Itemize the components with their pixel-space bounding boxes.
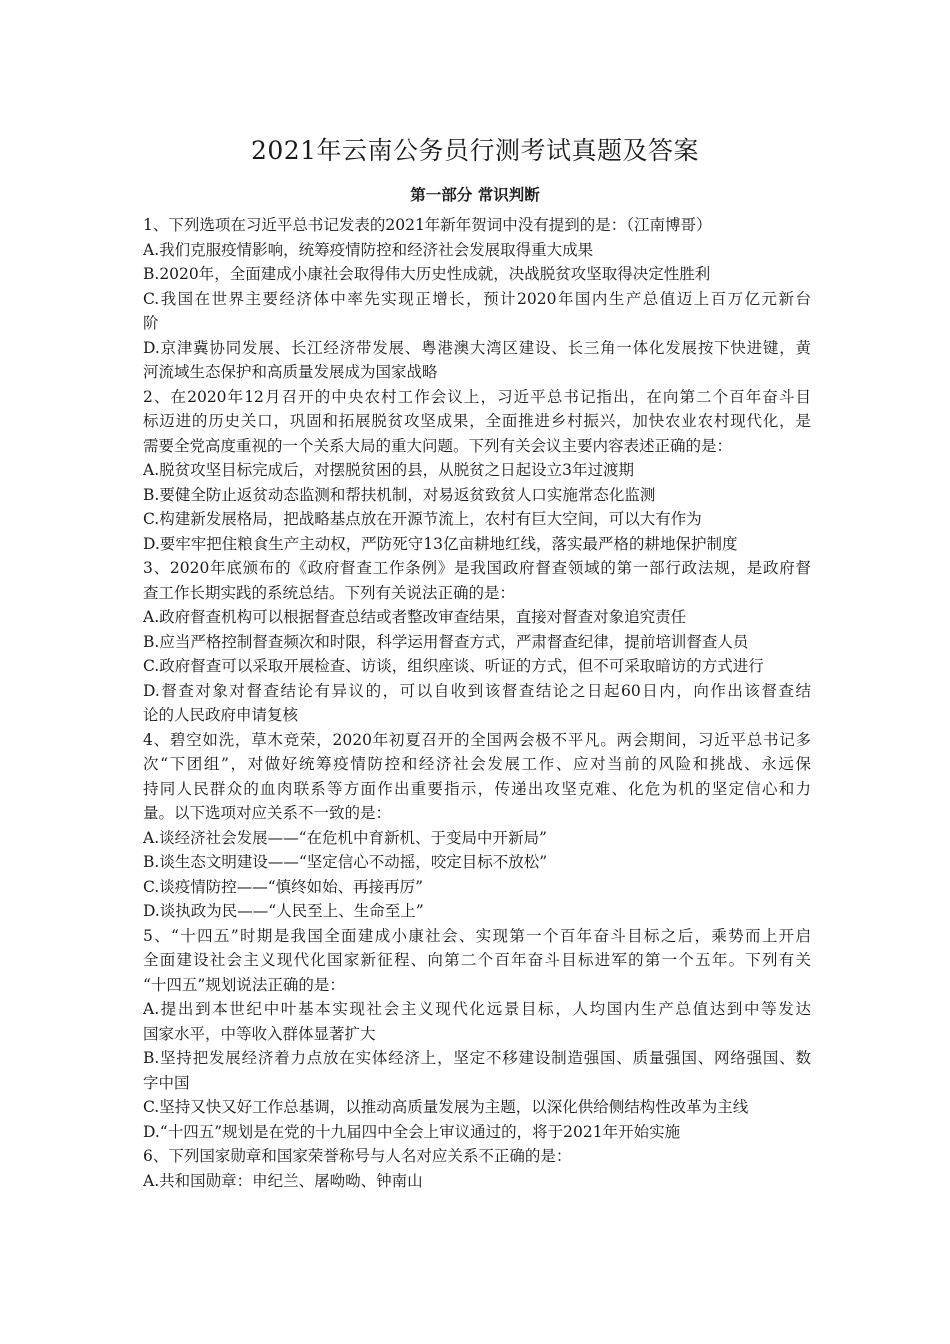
text-line: D.督查对象对督查结论有异议的，可以自收到该督查结论之日起60日内，向作出该督查结 [143,681,811,700]
text-line: D.要牢牢把住粮食生产主动权，严防死守13亿亩耕地红线，落实最严格的耕地保护制度 [143,534,738,553]
text-line: 持同人民群众的血肉联系等方面作出重要指示，传递出攻坚克难、化危为机的坚定信心和力 [143,779,811,798]
text-line: B.2020年，全面建成小康社会取得伟大历史性成就，决战脱贫攻坚取得决定性胜利 [143,265,711,283]
text-line: 5、“十四五”时期是我国全面建成小康社会、实现第一个百年奋斗目标之后，乘势而上开启 [143,926,811,945]
text-line: B.谈生态文明建设——“坚定信心不动摇，咬定目标不放松” [143,853,548,871]
document-title: 2021年云南公务员行测考试真题及答案 [250,136,700,165]
text-line: 次“下团组”，对做好统筹疫情防控和经济社会发展工作、应对当前的风险和挑战、永远保 [143,755,811,773]
text-line: 3、2020年底颁布的《政府督查工作条例》是我国政府督查领域的第一部行政法规，是政府督 [143,559,811,577]
text-line: 字中国 [143,1073,190,1092]
section-heading: 第一部分 常识判断 [410,185,540,204]
text-line: A.谈经济社会发展——“在危机中育新机、于变局中开新局” [143,828,547,847]
text-line: 论的人民政府申请复核 [143,706,299,724]
text-line: 河流域生态保护和高质量发展成为国家战略 [143,363,438,381]
text-line: 查工作长期实践的系统总结。下列有关说法正确的是： [143,583,516,602]
text-line: 阶 [143,314,159,332]
text-line: B.要健全防止返贫动态监测和帮扶机制，对易返贫致贫人口实施常态化监测 [143,485,656,504]
text-line: D.“十四五”规划是在党的十九届四中全会上审议通过的，将于2021年开始实施 [143,1122,681,1141]
text-line: B.应当严格控制督查频次和时限，科学运用督查方式，严肃督查纪律，提前培训督查人员 [143,632,749,651]
text-line: C.谈疫情防控——“慎终如始、再接再厉” [143,877,424,896]
text-line: 需要全党高度重视的一个关系大局的重大问题。下列有关会议主要内容表述正确的是： [143,436,733,455]
text-line: C.政府督查可以采取开展检查、访谈，组织座谈、听证的方式，但不可采取暗访的方式进行 [143,657,764,675]
text-line: D.谈执政为民——“人民至上、生命至上” [143,902,424,920]
text-line: 2、在2020年12月召开的中央农村工作会议上，习近平总书记指出，在向第二个百年奋斗目 [143,387,811,406]
text-line: 4、碧空如洗，草木竞荣，2020年初夏召开的全国两会极不平凡。两会期间，习近平总书记多 [143,730,811,749]
text-line: 国家水平，中等收入群体显著扩大 [143,1024,376,1043]
text-line: A.提出到本世纪中叶基本实现社会主义现代化远景目标，人均国内生产总值达到中等发达 [143,1000,811,1018]
text-line: 全面建设社会主义现代化国家新征程、向第二个百年奋斗目标进军的第一个五年。下列有关 [143,951,811,969]
text-line: A.我们克服疫情影响，统筹疫情防控和经济社会发展取得重大成果 [143,240,594,259]
document-body [143,213,811,1193]
text-line: A.政府督查机构可以根据督查总结或者整改审查结果，直接对督查对象追究责任 [143,608,687,626]
text-line: C.构建新发展格局，把战略基点放在开源节流上，农村有巨大空间，可以大有作为 [143,510,702,528]
text-line: C.坚持又快又好工作总基调，以推动高质量发展为主题，以深化供给侧结构性改革为主线 [143,1098,749,1116]
text-line: “十四五”规划说法正确的是： [143,975,345,994]
text-line: 量。以下选项对应关系不一致的是： [143,804,392,822]
text-line: A.脱贫攻坚目标完成后，对摆脱贫困的县，从脱贫之日起设立3年过渡期 [143,461,634,479]
text-line: B.坚持把发展经济着力点放在实体经济上，坚定不移建设制造强国、质量强国、网络强国、数 [143,1049,811,1067]
text-line: 标迈进的历史关口，巩固和拓展脱贫攻坚成果，全面推进乡村振兴，加快农业农村现代化，是 [143,412,811,430]
text-line: D.京津冀协同发展、长江经济带发展、粤港澳大湾区建设、长三角一体化发展按下快进键，黄 [143,338,811,357]
text-line: C.我国在世界主要经济体中率先实现正增长，预计2020年国内生产总值迈上百万亿元新台 [143,289,811,308]
text-line: 6、下列国家勋章和国家荣誉称号与人名对应关系不正确的是： [143,1147,572,1165]
text-line: A.共和国勋章：申纪兰、屠呦呦、钟南山 [143,1171,423,1190]
text-line: 1、下列选项在习近平总书记发表的2021年新年贺词中没有提到的是：（江南博哥） [143,216,712,234]
